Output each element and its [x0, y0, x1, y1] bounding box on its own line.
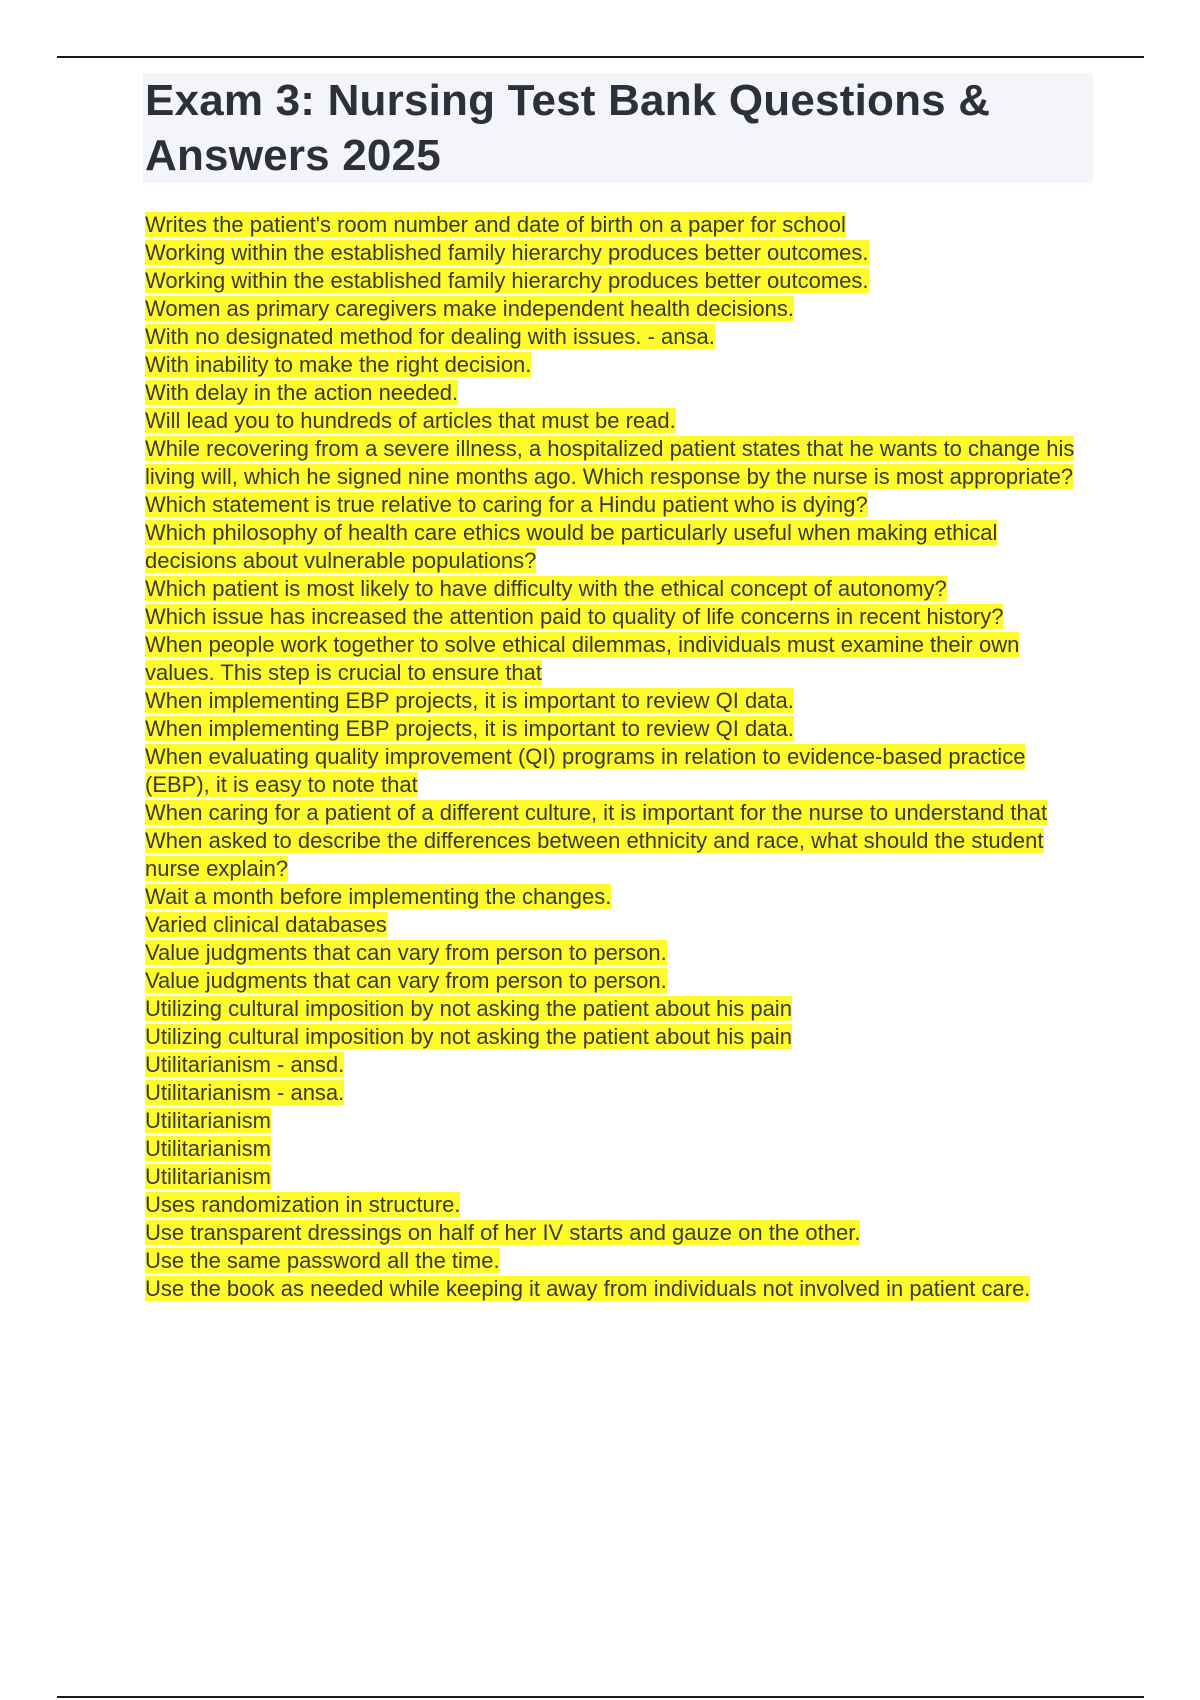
text-line [145, 939, 1095, 967]
highlighted-text: Writes the patient's room number and date of birth on a paper for school [145, 212, 846, 237]
text-line [145, 1275, 1095, 1303]
text-line [145, 1191, 1095, 1219]
text-line [145, 799, 1095, 827]
highlighted-text: Utilitarianism [145, 1136, 271, 1161]
highlighted-text-list [145, 211, 1095, 1303]
highlighted-text: With no designated method for dealing with issues. - ansa. [145, 324, 715, 349]
text-line [145, 1135, 1095, 1163]
text-line [145, 1163, 1095, 1191]
text-line [145, 631, 1095, 687]
text-line [145, 519, 1095, 575]
highlighted-text: Use transparent dressings on half of her IV starts and gauze on the other. [145, 1220, 861, 1245]
text-line [145, 379, 1095, 407]
highlighted-text: Utilitarianism - ansd. [145, 1052, 345, 1077]
text-line [145, 267, 1095, 295]
text-line [145, 239, 1095, 267]
highlighted-text: Which issue has increased the attention paid to quality of life concerns in recent history? [145, 604, 1004, 629]
text-line [145, 827, 1095, 883]
text-line [145, 1051, 1095, 1079]
text-line [145, 1107, 1095, 1135]
text-line [145, 1247, 1095, 1275]
document-title [145, 73, 1093, 183]
text-line [145, 407, 1095, 435]
highlighted-text: With inability to make the right decision. [145, 352, 532, 377]
highlighted-text: Which patient is most likely to have difficulty with the ethical concept of autonomy? [145, 576, 947, 601]
title-line-1: Exam 3: Nursing Test Bank Questions & [145, 76, 991, 125]
text-line [145, 1079, 1095, 1107]
highlighted-text: While recovering from a severe illness, a hospitalized patient states that he wants to change his living will, which he signed nine months ago. Which response by the nurse is most appropriate? [145, 436, 1075, 489]
text-line [145, 435, 1095, 491]
bottom-rule [57, 1696, 1144, 1698]
text-line [145, 1219, 1095, 1247]
text-line [145, 995, 1095, 1023]
highlighted-text: Working within the established family hierarchy produces better outcomes. [145, 268, 869, 293]
text-line [145, 295, 1095, 323]
highlighted-text: Utilitarianism [145, 1108, 271, 1133]
text-line [145, 603, 1095, 631]
text-line [145, 967, 1095, 995]
highlighted-text: When asked to describe the differences between ethnicity and race, what should the student nurse explain? [145, 828, 1044, 881]
highlighted-text: Value judgments that can vary from person to person. [145, 968, 667, 993]
highlighted-text: When people work together to solve ethical dilemmas, individuals must examine their own values. This step is crucial to ensure that [145, 632, 1020, 685]
highlighted-text: With delay in the action needed. [145, 380, 459, 405]
highlighted-text: Women as primary caregivers make independent health decisions. [145, 296, 794, 321]
highlighted-text: Utilizing cultural imposition by not asking the patient about his pain [145, 1024, 792, 1049]
text-line [145, 715, 1095, 743]
text-line [145, 883, 1095, 911]
highlighted-text: When caring for a patient of a different culture, it is important for the nurse to understand that [145, 800, 1048, 825]
highlighted-text: Use the same password all the time. [145, 1248, 500, 1273]
highlighted-text: Utilizing cultural imposition by not asking the patient about his pain [145, 996, 792, 1021]
highlighted-text: Wait a month before implementing the changes. [145, 884, 612, 909]
highlighted-text: Working within the established family hierarchy produces better outcomes. [145, 240, 869, 265]
highlighted-text: Utilitarianism - ansa. [145, 1080, 345, 1105]
top-rule [57, 56, 1144, 58]
highlighted-text: When implementing EBP projects, it is important to review QI data. [145, 688, 794, 713]
text-line [145, 575, 1095, 603]
highlighted-text: Which statement is true relative to caring for a Hindu patient who is dying? [145, 492, 868, 517]
highlighted-text: Will lead you to hundreds of articles that must be read. [145, 408, 676, 433]
highlighted-text: Utilitarianism [145, 1164, 271, 1189]
highlighted-text: Value judgments that can vary from person to person. [145, 940, 667, 965]
text-line [145, 1023, 1095, 1051]
text-line [145, 323, 1095, 351]
text-line [145, 743, 1095, 799]
highlighted-text: Varied clinical databases [145, 912, 387, 937]
text-line [145, 211, 1095, 239]
highlighted-text: Uses randomization in structure. [145, 1192, 461, 1217]
highlighted-text: Use the book as needed while keeping it away from individuals not involved in patient care. [145, 1276, 1031, 1301]
text-line [145, 351, 1095, 379]
highlighted-text: When evaluating quality improvement (QI) programs in relation to evidence-based practice (EBP), it is easy to note that [145, 744, 1026, 797]
title-line-2: Answers 2025 [145, 131, 441, 180]
text-line [145, 491, 1095, 519]
text-line [145, 687, 1095, 715]
highlighted-text: When implementing EBP projects, it is important to review QI data. [145, 716, 794, 741]
text-line [145, 911, 1095, 939]
highlighted-text: Which philosophy of health care ethics would be particularly useful when making ethical decisions about vulnerable populations? [145, 520, 998, 573]
title-block [143, 73, 1093, 183]
